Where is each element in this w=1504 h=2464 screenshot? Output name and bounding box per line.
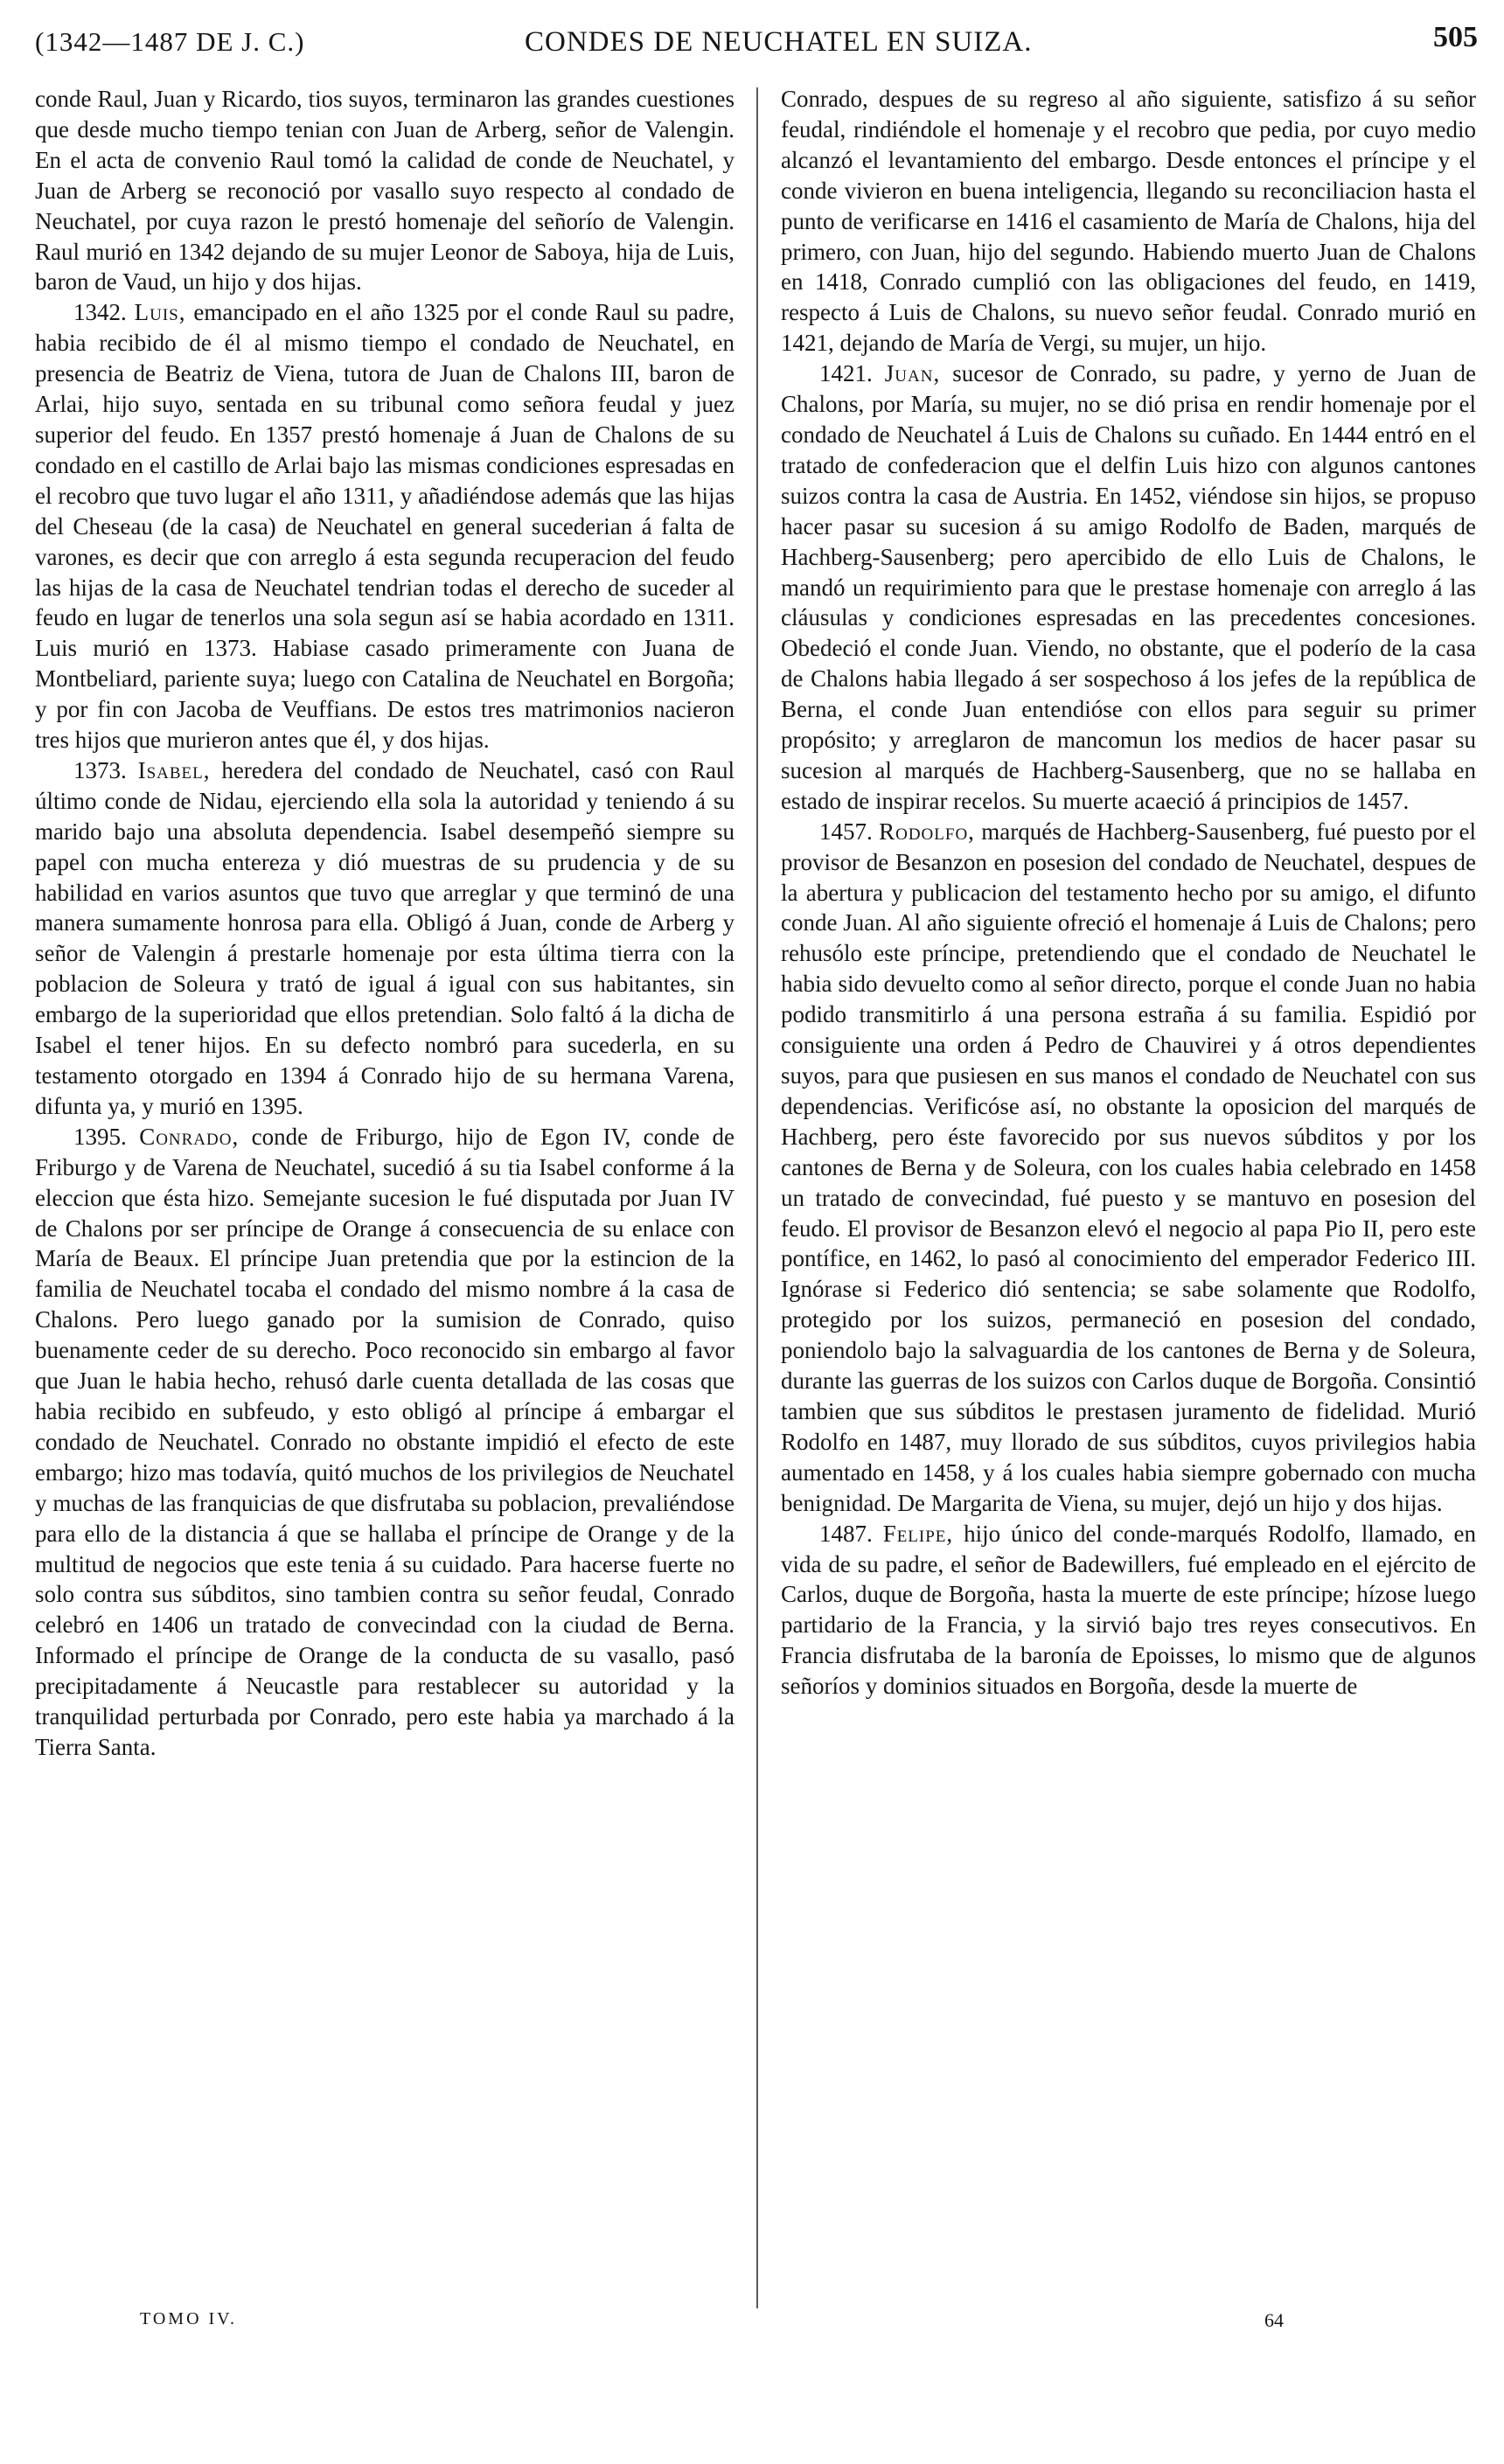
entry-year: 1342.	[73, 299, 127, 326]
entry-text: heredera del condado de Neuchatel, casó con Raul último conde de Nidau, ejerciendo ella sola la autoridad y teniendo á su marido bajo una absoluta dependencia. Isabel desempeñó siempre su papel con mucha entereza y dió muestras de su prudencia y de su habilidad en varios asuntos que tuvo que arreglar y que terminó de una manera sumamente honrosa para ella. Obligó á Juan, conde de Arberg y señor de Valengin á prestarle homenaje por esta última tierra con la poblacion de Soleura y trató de igual á igual con sus habitantes, sin embargo de la superioridad que ellos pretendian. Solo faltó á la dicha de Isabel el tener hijos. En su defecto nombró para sucederla, en su testamento otorgado en 1394 á Conrado hijo de su hermana Varena, difunta ya, y murió en 1395.	[35, 756, 735, 1119]
volume-label: TOMO IV.	[140, 2309, 238, 2328]
entry-year: 1373.	[73, 756, 127, 783]
entry-name: Luis,	[134, 299, 186, 326]
right-column	[781, 84, 1476, 1702]
entry-juan	[781, 358, 1476, 817]
column-divider	[756, 87, 758, 2308]
signature-mark: 64	[1264, 2309, 1284, 2331]
entry-name: Isabel,	[137, 756, 211, 783]
header-date-range: (1342—1487 DE J. C.)	[35, 26, 305, 57]
entry-luis	[35, 297, 735, 755]
entry-year: 1421.	[819, 360, 873, 387]
entry-name: Felipe,	[882, 1520, 954, 1547]
header-title: CONDES DE NEUCHATEL EN SUIZA.	[525, 26, 1033, 58]
entry-felipe	[781, 1519, 1476, 1702]
entry-name: Juan,	[884, 360, 941, 387]
entry-name: Conrado,	[139, 1123, 240, 1150]
entry-conrado	[35, 1122, 735, 1763]
left-column	[35, 84, 735, 1763]
entry-year: 1395.	[73, 1123, 127, 1150]
entry-rodolfo	[781, 817, 1476, 1519]
entry-isabel	[35, 755, 735, 1122]
entry-text: conde de Friburgo, hijo de Egon IV, conde de Friburgo y de Varena de Neuchatel, sucedió á su tia Isabel conforme á la eleccion que ésta hizo. Semejante sucesion le fué disputada por Juan IV de Chalons por ser príncipe de Orange á consecuencia de su enlace con María de Beaux. El príncipe Juan pretendia que por la estincion de la familia de Neuchatel tocaba el condado del mismo nombre á la casa de Chalons. Pero luego ganado por la sumision de Conrado, quiso buenamente ceder de su derecho. Poco reconocido sin embargo al favor que Juan le habia hecho, rehusó darle cuenta detallada de las cosas que habia recibido en subfeudo, y esto obligó al príncipe á embargar el condado de Neuchatel. Conrado no obstante impidió el efecto de este embargo; hizo mas todavía, quitó muchos de los privilegios de Neuchatel y muchas de las franquicias de que disfrutaba su poblacion, prevaliéndose para ello de la distancia á que se hallaba el príncipe de Orange y de la multitud de negocios que este tenia á su cuidado. Para hacerse fuerte no solo contra sus súbditos, sino tambien contra su señor feudal, Conrado celebró en 1406 un tratado de convecindad con la ciudad de Berna. Informado el príncipe de Orange de la conducta de su vasallo, pasó precipitadamente á Neucastle para restablecer su autoridad y la tranquilidad perturbada por Conrado, pero este habia ya marchado á la Tierra Santa.	[35, 1123, 735, 1760]
entry-year: 1457.	[819, 818, 873, 845]
entry-text: sucesor de Conrado, su padre, y yerno de Juan de Chalons, por María, su mujer, no se dió prisa en rendir homenaje por el condado de Neuchatel á Luis de Chalons su cuñado. En 1444 entró en el tratado de confederacion que el delfin Luis hizo con algunos cantones suizos contra la casa de Austria. En 1452, viéndose sin hijos, se propuso hacer pasar su sucesion á su amigo Rodolfo de Baden, marqués de Hachberg-Sausenberg; pero apercibido de ello Luis de Chalons, le mandó un requirimiento para que le prestase homenaje con arreglo á las cláusulas y condiciones espresadas en las precedentes concesiones. Obedeció el conde Juan. Viendo, no obstante, que el poderío de la casa de Chalons habia llegado á ser sospechoso á los jefes de la república de Berna, el conde Juan entendióse con ellos para seguir su primer propósito; y arreglaron de mancomun los medios de hacer pasar su sucesion al marqués de Hachberg-Sausenberg, que no se hallaba en estado de inspirar recelos. Su muerte acaeció á principios de 1457.	[781, 360, 1477, 814]
paragraph-continuation: conde Raul, Juan y Ricardo, tios suyos, terminaron las grandes cuestiones que desde mucho tiempo tenian con Juan de Arberg, señor de Valengin. En el acta de convenio Raul tomó la calidad de conde de Neuchatel, y Juan de Arberg se reconoció por vasallo suyo respecto al condado de Neuchatel, por cuya razon le prestó homenaje del señorío de Valengin. Raul murió en 1342 dejando de su mujer Leonor de Saboya, hija de Luis, baron de Vaud, un hijo y dos hijas.	[35, 86, 735, 296]
entry-text: hijo único del conde-marqués Rodolfo, llamado, en vida de su padre, el señor de Badewillers, fué empleado en el ejército de Carlos, duque de Borgoña, hasta la muerte de este príncipe; hízose luego partidario de la Francia, y la sirvió bajo tres reyes consecutivos. En Francia disfrutaba de la baronía de Epoisses, lo mismo que de algunos señoríos y dominios situados en Borgoña, desde la muerte de	[781, 1520, 1477, 1700]
entry-text: emancipado en el año 1325 por el conde Raul su padre, habia recibido de él al mismo tiempo el condado de Neuchatel, en presencia de Beatriz de Viena, tutora de Juan de Chalons III, baron de Arlai, hijo suyo, sentada en su tribunal como señora feudal y juez superior del feudo. En 1357 prestó homenaje á Juan de Chalons de su condado en el castillo de Arlai bajo las mismas condiciones espresadas en el recobro que tuvo lugar el año 1311, y añadiéndose además que las hijas del Cheseau (de la casa) de Neuchatel en general sucederian á falta de varones, es decir que con arreglo á esta segunda recuperacion del feudo las hijas de la casa de Neuchatel tendrian todas el derecho de suceder al feudo en lugar de tenerlos una sola segun así se habia acordado en 1311. Luis murió en 1373. Habiase casado primeramente con Juana de Montbeliard, pariente suya; luego con Catalina de Neuchatel en Borgoña; y por fin con Jacoba de Veuffians. De estos tres matrimonios nacieron tres hijos que murieron antes que él, y dos hijas.	[35, 299, 735, 754]
entry-year: 1487.	[819, 1520, 873, 1547]
page-number: 505	[1433, 21, 1478, 53]
entry-name: Rodolfo,	[879, 818, 975, 845]
entry-text: marqués de Hachberg-Sausenberg, fué puesto por el provisor de Besanzon en posesion del condado de Neuchatel, despues de la abertura y publicacion del testamento hecho por su amigo, el difunto conde Juan. Al año siguiente ofreció el homenaje á Luis de Chalons; pero rehusólo este príncipe, pretendiendo que el condado de Neuchatel le habia sido devuelto como al señor directo, porque el conde Juan no habia podido transmitirlo á una persona estraña á su familia. Espidió por consiguiente una orden á Pedro de Chauvirei y á otros dependientes suyos, para que pusiesen en sus manos el condado de Neuchatel con sus dependencias. Verificóse así, no obstante la oposicion del marqués de Hachberg, pero éste favorecido por sus nuevos súbditos y por los cantones de Berna y de Soleura, con los cuales habia celebrado en 1458 un tratado de convecindad, fué puesto y se mantuvo en posesion del feudo. El provisor de Besanzon elevó el negocio al papa Pio II, pero este pontífice, en 1462, lo pasó al conocimiento del emperador Federico III. Ignórase si Federico dió sentencia; se sabe solamente que Rodolfo, protegido por los suizos, permaneció en posesion del condado, poniendolo bajo la salvaguardia de los cantones de Berna y de Soleura, durante las guerras de los suizos con Carlos duque de Borgoña. Consintió tambien que sus súbditos le prestasen juramento de fidelidad. Murió Rodolfo en 1487, muy llorado de sus súbditos, cuyos privilegios habia aumentado en 1458, y á los cuales habia siempre gobernado con mucha benignidad. De Margarita de Viena, su mujer, dejó un hijo y dos hijas.	[781, 818, 1476, 1516]
paragraph-continuation: Conrado, despues de su regreso al año siguiente, satisfizo á su señor feudal, rindiéndole el homenaje y el recobro que pedia, por cuyo medio alcanzó el levantamiento del embargo. Desde entonces el príncipe y el conde vivieron en buena inteligencia, llegando su reconciliacion hasta el punto de verificarse en 1416 el casamiento de María de Chalons, hija del primero, con Juan, hijo del segundo. Habiendo muerto Juan de Chalons en 1418, Conrado cumplió con las obligaciones del feudo, en 1419, respecto á Luis de Chalons, su nuevo señor feudal. Conrado murió en 1421, dejando de María de Vergi, su mujer, un hijo.	[781, 86, 1476, 357]
running-header	[35, 21, 1478, 79]
